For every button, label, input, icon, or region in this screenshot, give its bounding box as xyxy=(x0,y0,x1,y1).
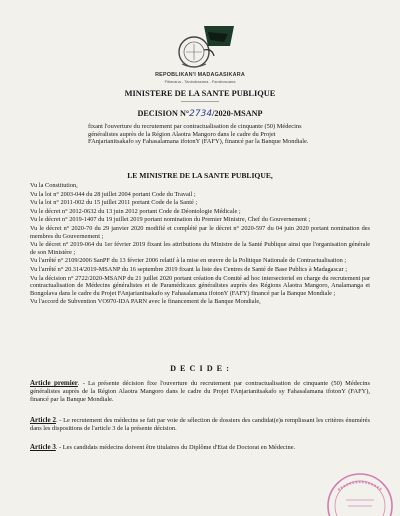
decision-number xyxy=(0,109,400,119)
article-first xyxy=(30,380,370,403)
article-text: . - La présente décision fixe l'ouverture du recrutement par contractualisation de cinquante (50) Médecins généralistes auprès de la Région Alaotra Mangoro dans le cadre du Projet FAnjarianitsakafo sy Fahasalamana ifotonY (FAFY), financé par la Banque Mondiale. xyxy=(30,380,370,403)
title-separator: ------------------- xyxy=(181,99,219,105)
article-label: Article 2 xyxy=(30,416,56,424)
vu-list xyxy=(30,182,370,307)
vu-item: Vu l'arrêté n° 20.314/2019-MSANP du 16 septembre 2019 fixant la liste des Centres de Santé de Base Publics à Madagascar ; xyxy=(30,265,347,273)
national-motto: Fitiavana - Tanindrazana - Fandrosoana xyxy=(164,79,236,84)
vu-item: Vu le décret n° 2020-70 du 29 janvier 2020 modifié et complété par le décret n° 2020-597 du 04 juin 2020 portant nomination des membres du Gouvernement ; xyxy=(30,224,370,240)
article-label: Article 3 xyxy=(30,443,56,451)
vu-item: Vu le décret n° 2012-0632 du 13 juin 2012 portant Code de Déontologie Médicale ; xyxy=(30,207,241,215)
handwritten-number: 2734 xyxy=(189,109,213,119)
vu-item: Vu l'arrêté n° 2109/2006 SanPF du 13 février 2006 relatif à la mise en œuvre de la Politique Nationale de Contractualisation ; xyxy=(30,257,347,265)
vu-item: Vu la loi n° 2011-002 du 15 juillet 2011 portant Code de la Santé ; xyxy=(30,199,198,207)
decision-suffix: /2020-MSANP xyxy=(212,109,263,118)
decision-prefix: DECISION N° xyxy=(137,109,190,118)
article-text: . - Le recrutement des médecins se fait par voie de sélection de dossiers des candidat(e)s remplissant les critères énumérés dans les dispositions de l'article 3 de la présente décision. xyxy=(30,417,370,432)
article-2 xyxy=(30,417,370,433)
article-text: . - Les candidats médecins doivent être titulaires du Diplôme d'Etat de Doctorat en Médecine. xyxy=(55,444,296,451)
decide-heading: D E C I D E : xyxy=(170,364,230,373)
national-emblem-icon xyxy=(164,22,236,72)
vu-item: Vu le décret n° 2019-064 du 1er février 2019 fixant les attributions du Ministre de la Santé Publique ainsi que l'organisation générale de son Ministère ; xyxy=(30,241,370,256)
ministry-title: MINISTERE DE LA SANTE PUBLIQUE xyxy=(124,89,276,98)
article-label: Article premier xyxy=(30,379,78,387)
vu-item: Vu la Constitution, xyxy=(30,182,78,189)
republic-name: REPOBLIKAN'I MADAGASIKARA xyxy=(155,72,245,78)
official-stamp-icon xyxy=(316,460,394,516)
article-3 xyxy=(30,444,370,452)
vu-item: Vu la loi n° 2003-044 du 28 juillet 2004 portant Code du Travail ; xyxy=(30,190,196,198)
vu-item: Vu la décision n° 2722/2020-MSANP du 21 juillet 2020 portant création du Comité ad hoc intersectoriel en charge du recrutement par contractualisation de Médecins généralistes et de Paramédicaux généralistes auprès des Régions Alaotra Mangoro, Analamanga et Bongolava dans le cadre du Projet FAnjarianitsakafo sy Fahasalamana ifotonY (FAFY) financé par la Banque Mondiale ; xyxy=(30,274,370,297)
minister-heading: LE MINISTRE DE LA SANTE PUBLIQUE, xyxy=(127,171,273,180)
vu-item: Vu le décret n° 2019-1407 du 19 juillet 2019 portant nomination du Premier Ministre, Chef du Gouvernement ; xyxy=(30,216,311,224)
vu-item: Vu l'accord de Subvention VO970-IDA PARN avec le financement de la Banque Mondiale, xyxy=(30,298,261,306)
decision-intro: fixant l'ouverture du recrutement par contractualisation de cinquante (50) Médecins généralistes auprès de la Région Alaotra Mangoro dans le cadre du Projet FAnjarianitsakafo sy Fahasalamana ifotonY (FAFY), financé par la Banque Mondiale. xyxy=(88,123,309,146)
